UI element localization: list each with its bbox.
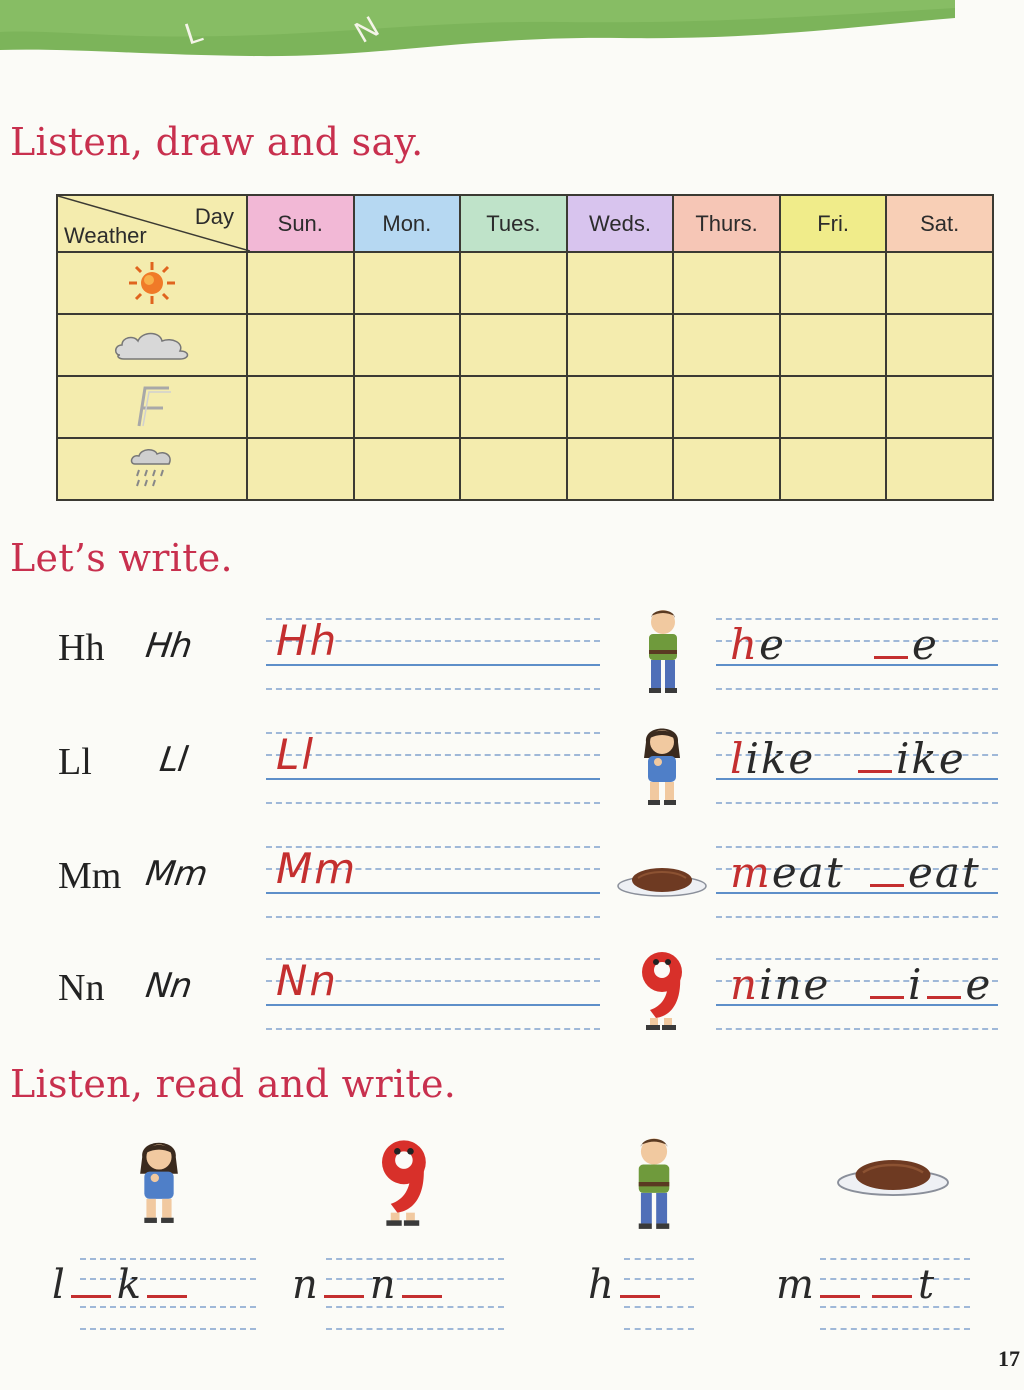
section-title-listen-read-write: Listen, read and write. xyxy=(10,1062,457,1106)
fill-in-word[interactable]: l k xyxy=(52,1262,193,1308)
example-word: meat xyxy=(730,848,845,897)
day-cell[interactable] xyxy=(780,252,887,314)
write-row-hh xyxy=(0,612,1024,712)
weather-row-sunny xyxy=(57,252,993,314)
day-cell[interactable] xyxy=(780,376,887,438)
day-cell[interactable] xyxy=(354,376,461,438)
letter-label: Nn xyxy=(58,967,105,1009)
number-nine-icon xyxy=(372,1136,438,1228)
wind-icon xyxy=(127,384,177,430)
copy-letters: Hh xyxy=(276,616,339,665)
letter-label: Hh xyxy=(58,627,105,669)
fill-in-word[interactable]: ike xyxy=(854,738,966,780)
stroke-order-guide: Hh xyxy=(143,626,194,666)
boy-icon xyxy=(624,1134,684,1230)
copy-letters: Ll xyxy=(276,730,316,779)
day-cell[interactable] xyxy=(673,252,780,314)
handwriting-lines[interactable] xyxy=(266,726,600,806)
top-banner xyxy=(0,0,955,62)
fill-in-word[interactable]: e xyxy=(870,624,939,666)
stroke-order-guide: Nn xyxy=(143,966,194,1006)
day-header-sat: Sat. xyxy=(886,195,993,252)
cloud-icon xyxy=(112,327,192,363)
day-cell[interactable] xyxy=(354,314,461,376)
day-cell[interactable] xyxy=(460,376,567,438)
day-cell[interactable] xyxy=(673,438,780,500)
meat-plate-icon xyxy=(616,860,708,900)
fill-in-word[interactable]: n n xyxy=(292,1262,448,1308)
rain-icon xyxy=(127,446,177,492)
weather-row-windy xyxy=(57,376,993,438)
day-cell[interactable] xyxy=(247,314,354,376)
day-header-thurs: Thurs. xyxy=(673,195,780,252)
fill-in-word[interactable]: eat xyxy=(866,852,981,894)
weather-row-rainy xyxy=(57,438,993,500)
write-row-mm xyxy=(0,840,1024,940)
number-nine-icon xyxy=(636,948,690,1032)
day-cell[interactable] xyxy=(886,438,993,500)
section-title-lets-write: Let’s write. xyxy=(10,536,233,580)
corner-label-day: Day xyxy=(194,204,234,229)
example-word: like xyxy=(730,734,816,783)
day-cell[interactable] xyxy=(567,252,674,314)
sun-icon xyxy=(125,260,179,306)
day-header-weds: Weds. xyxy=(567,195,674,252)
fill-in-word[interactable]: m t xyxy=(776,1262,935,1308)
day-cell[interactable] xyxy=(780,314,887,376)
write-row-ll xyxy=(0,726,1024,826)
weather-table xyxy=(56,194,994,501)
boy-icon xyxy=(636,606,690,694)
day-cell[interactable] xyxy=(354,252,461,314)
day-cell[interactable] xyxy=(886,252,993,314)
girl-icon xyxy=(634,722,690,806)
girl-icon xyxy=(128,1136,190,1224)
day-cell[interactable] xyxy=(460,438,567,500)
day-header-sun: Sun. xyxy=(247,195,354,252)
table-corner-cell xyxy=(57,195,247,252)
day-cell[interactable] xyxy=(567,376,674,438)
section-title-listen-draw-say: Listen, draw and say. xyxy=(10,120,424,164)
weather-icon-cell xyxy=(57,438,247,500)
weather-icon-cell xyxy=(57,252,247,314)
day-header-mon: Mon. xyxy=(354,195,461,252)
day-cell[interactable] xyxy=(886,376,993,438)
day-cell[interactable] xyxy=(460,252,567,314)
day-cell[interactable] xyxy=(780,438,887,500)
fill-in-word[interactable]: h xyxy=(588,1262,666,1308)
day-cell[interactable] xyxy=(886,314,993,376)
stroke-order-guide: Ll xyxy=(157,740,190,780)
weather-icon-cell xyxy=(57,376,247,438)
weather-icon-cell xyxy=(57,314,247,376)
write-row-nn xyxy=(0,952,1024,1052)
weather-row-cloudy xyxy=(57,314,993,376)
day-cell[interactable] xyxy=(567,314,674,376)
day-cell[interactable] xyxy=(354,438,461,500)
page-number: 17 xyxy=(998,1346,1020,1371)
day-cell[interactable] xyxy=(247,438,354,500)
day-cell[interactable] xyxy=(460,314,567,376)
day-cell[interactable] xyxy=(673,314,780,376)
day-header-tues: Tues. xyxy=(460,195,567,252)
day-cell[interactable] xyxy=(567,438,674,500)
day-cell[interactable] xyxy=(673,376,780,438)
banner-letter-l: L xyxy=(180,14,207,52)
banner-letter-n: N xyxy=(349,10,385,50)
copy-letters: Nn xyxy=(276,956,339,1005)
copy-letters: Mm xyxy=(276,844,358,893)
meat-plate-icon xyxy=(826,1150,960,1200)
example-word: he xyxy=(730,620,786,669)
stroke-order-guide: Mm xyxy=(143,854,210,894)
day-cell[interactable] xyxy=(247,376,354,438)
fill-in-word[interactable]: i e xyxy=(866,964,992,1006)
example-word: nine xyxy=(730,960,831,1009)
letter-label: Ll xyxy=(58,741,92,783)
day-cell[interactable] xyxy=(247,252,354,314)
corner-label-weather: Weather xyxy=(64,223,147,248)
letter-label: Mm xyxy=(58,855,122,897)
day-header-fri: Fri. xyxy=(780,195,887,252)
